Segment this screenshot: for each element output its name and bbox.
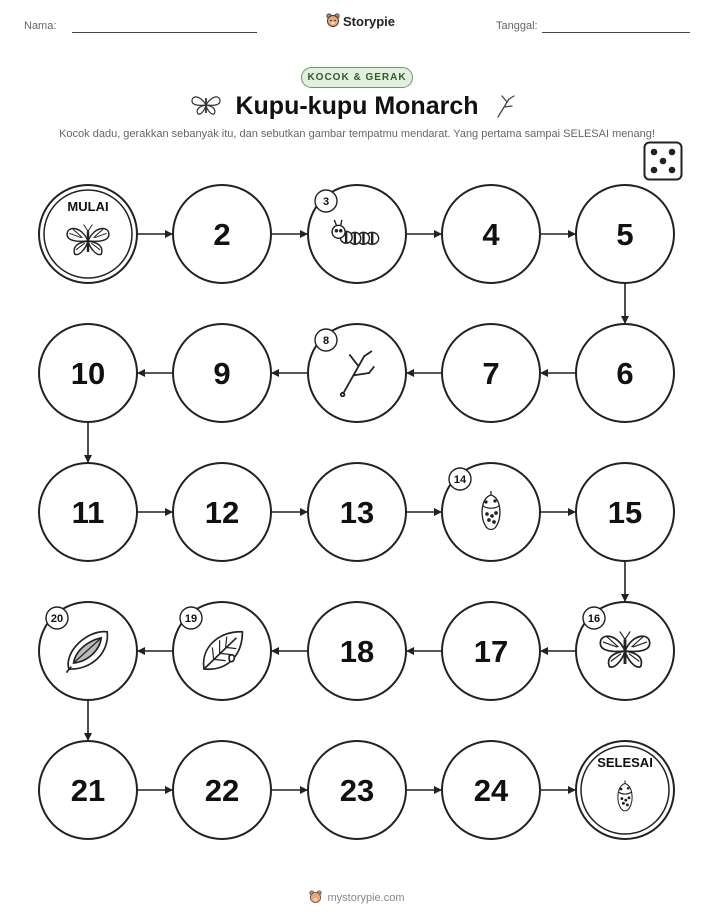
board-space-3 (308, 185, 406, 283)
space-number: 2 (213, 217, 231, 252)
footer (0, 890, 714, 905)
date-label: Tanggal: (496, 20, 538, 32)
board-space-19 (173, 602, 271, 700)
space-number: 8 (322, 335, 330, 347)
space-number: 23 (339, 773, 375, 808)
space-number: 7 (482, 356, 500, 391)
board-space-18 (308, 602, 406, 700)
board-space-20 (39, 602, 137, 700)
space-number: 18 (339, 634, 375, 669)
space-number: 21 (70, 773, 106, 808)
space-number: 4 (482, 217, 500, 252)
activity-badge: KOCOK & GERAK (301, 67, 413, 88)
board-space-4 (442, 185, 540, 283)
instructions: Kocok dadu, gerakkan sebanyak itu, dan sebutkan gambar tempatmu mendarat. Yang pertama sampai SELESAI menang! (59, 128, 655, 140)
space-number: 19 (184, 613, 198, 625)
board-space-12 (173, 463, 271, 561)
board-space-5 (576, 185, 674, 283)
space-number: 13 (339, 495, 375, 530)
bear-icon (309, 890, 322, 905)
board-space-21 (39, 741, 137, 839)
space-number: 6 (616, 356, 634, 391)
space-number: 5 (616, 217, 634, 252)
name-label: Nama: (24, 20, 57, 32)
board-space-17 (442, 602, 540, 700)
space-number: 3 (322, 196, 330, 208)
space-number: 20 (50, 613, 64, 625)
board-space-11 (39, 463, 137, 561)
board-space-9 (173, 324, 271, 422)
board-space-10 (39, 324, 137, 422)
board-space-15 (576, 463, 674, 561)
space-number: 10 (70, 356, 106, 391)
board-space-7 (442, 324, 540, 422)
space-number: 12 (204, 495, 240, 530)
board-space-22 (173, 741, 271, 839)
finish-space (576, 741, 674, 839)
start-space (39, 185, 137, 283)
space-number: 11 (71, 495, 105, 530)
board-space-2 (173, 185, 271, 283)
space-number: 9 (213, 356, 231, 391)
board-space-8 (308, 324, 406, 422)
space-number: 16 (587, 613, 601, 625)
board-space-13 (308, 463, 406, 561)
board-space-14 (442, 463, 540, 561)
space-number: 17 (473, 634, 509, 669)
footer-url: mystorypie.com (327, 891, 405, 904)
space-number: 22 (204, 773, 240, 808)
board-space-23 (308, 741, 406, 839)
brand-name: Storypie (343, 13, 396, 29)
board-space-24 (442, 741, 540, 839)
board-space-6 (576, 324, 674, 422)
page-title: Kupu-kupu Monarch (235, 92, 479, 120)
finish-label: SELESAI (597, 755, 653, 770)
start-label: MULAI (67, 199, 109, 214)
space-number: 24 (473, 773, 509, 808)
space-number: 15 (607, 495, 643, 530)
board-space-16 (576, 602, 674, 700)
space-number: 14 (453, 474, 467, 486)
